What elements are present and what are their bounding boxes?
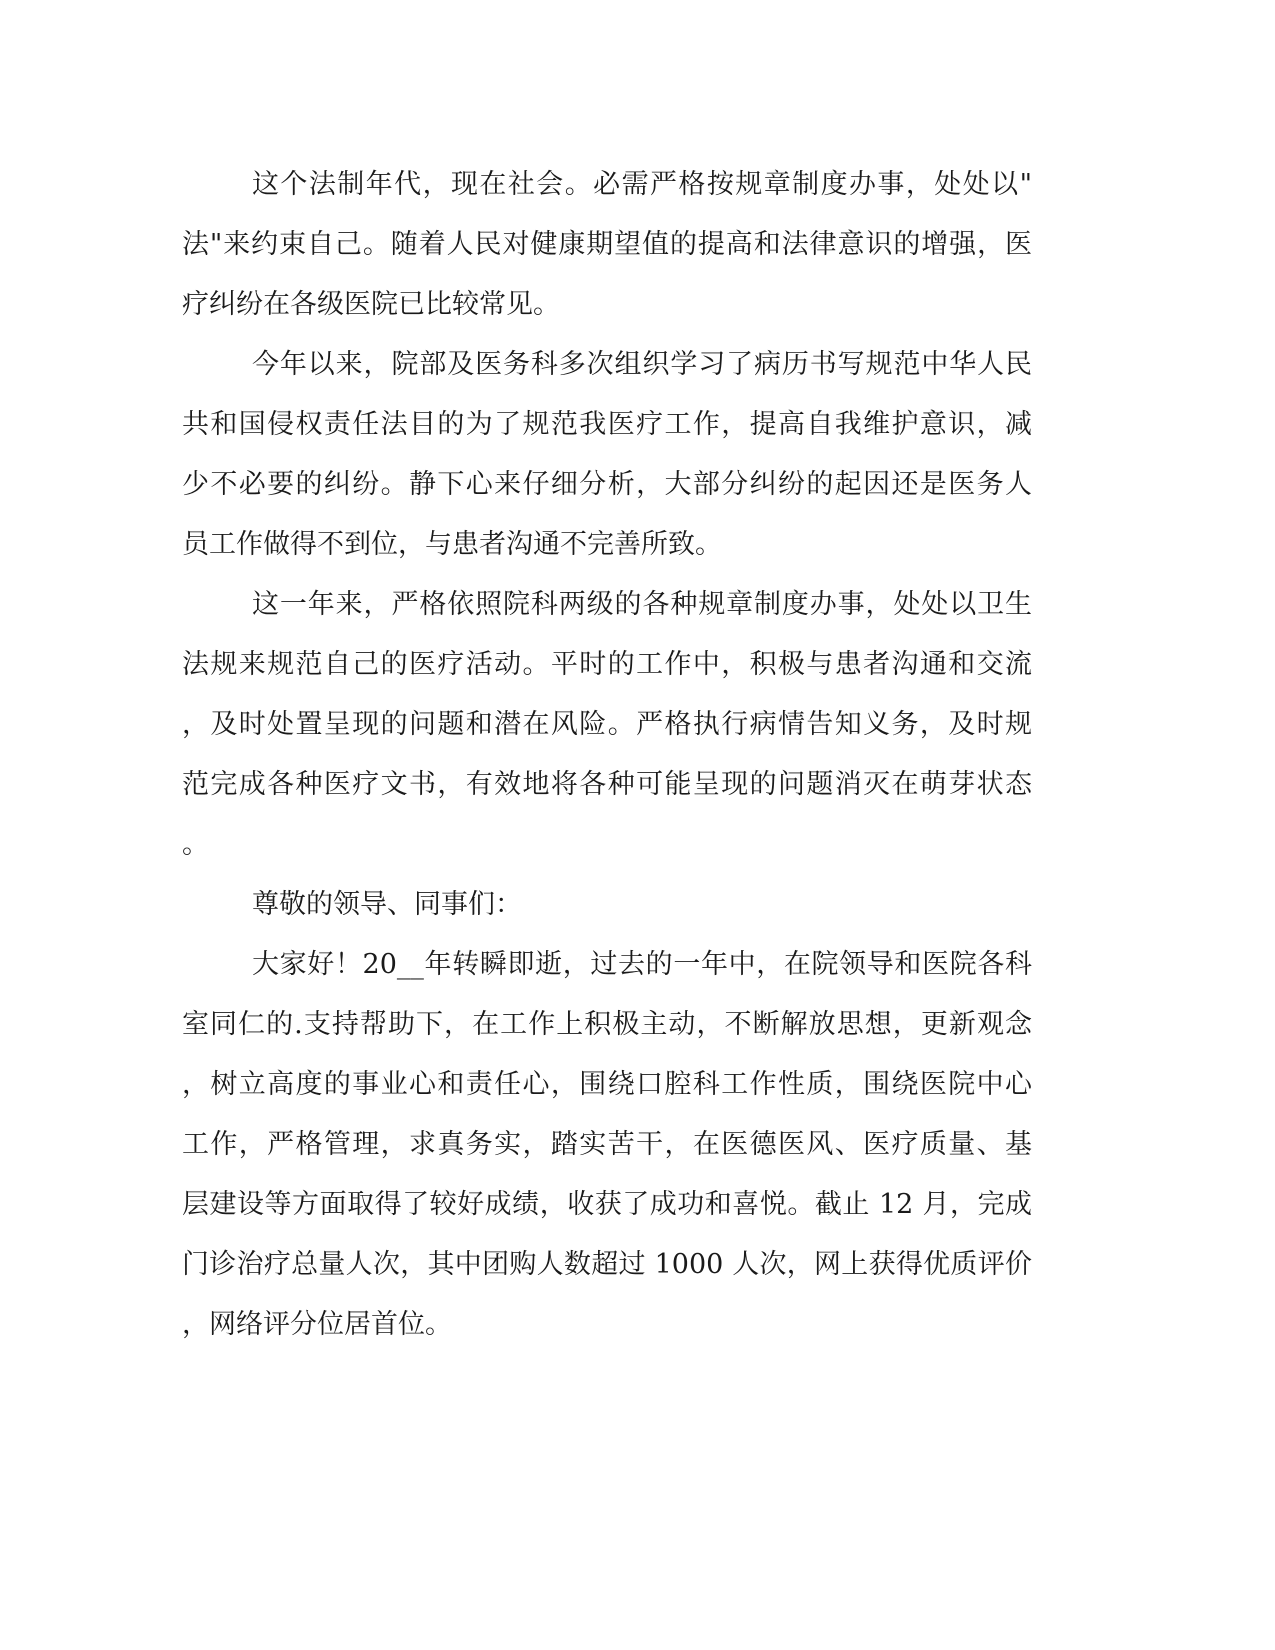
text-line: 共和国侵权责任法目的为了规范我医疗工作，提高自我维护意识，减	[182, 409, 1032, 440]
text-line: 门诊治疗总量人次，其中团购人数超过 1000 人次，网上获得优质评价	[182, 1249, 1032, 1280]
text-line: ，树立高度的事业心和责任心，围绕口腔科工作性质，围绕医院中心	[182, 1069, 1032, 1100]
text-line: 大家好！20__年转瞬即逝，过去的一年中，在院领导和医院各科	[252, 949, 1032, 980]
text-line: 这一年来，严格依照院科两级的各种规章制度办事，处处以卫生	[252, 589, 1032, 620]
text-line: 员工作做得不到位，与患者沟通不完善所致。	[182, 529, 722, 560]
text-line: 。	[182, 829, 209, 860]
text-line: 法"来约束自己。随着人民对健康期望值的提高和法律意识的增强，医	[182, 229, 1032, 260]
text-line: 这个法制年代，现在社会。必需严格按规章制度办事，处处以"	[252, 169, 1032, 200]
text-line: 工作，严格管理，求真务实，踏实苦干，在医德医风、医疗质量、基	[182, 1129, 1032, 1160]
text-line: 少不必要的纠纷。静下心来仔细分析，大部分纠纷的起因还是医务人	[182, 469, 1032, 500]
text-line: 今年以来，院部及医务科多次组织学习了病历书写规范中华人民	[252, 349, 1032, 380]
greeting-line: 尊敬的领导、同事们：	[252, 889, 522, 920]
text-line: 室同仁的.支持帮助下，在工作上积极主动，不断解放思想，更新观念	[182, 1009, 1032, 1040]
text-line: ，及时处置呈现的问题和潜在风险。严格执行病情告知义务，及时规	[182, 709, 1032, 740]
text-line: 法规来规范自己的医疗活动。平时的工作中，积极与患者沟通和交流	[182, 649, 1032, 680]
text-line: 范完成各种医疗文书，有效地将各种可能呈现的问题消灭在萌芽状态	[182, 769, 1032, 800]
text-line: 层建设等方面取得了较好成绩，收获了成功和喜悦。截止 12 月，完成	[182, 1189, 1032, 1220]
text-line: 疗纠纷在各级医院已比较常见。	[182, 289, 560, 320]
text-line: ，网络评分位居首位。	[182, 1309, 452, 1340]
document-body	[182, 155, 1032, 1355]
